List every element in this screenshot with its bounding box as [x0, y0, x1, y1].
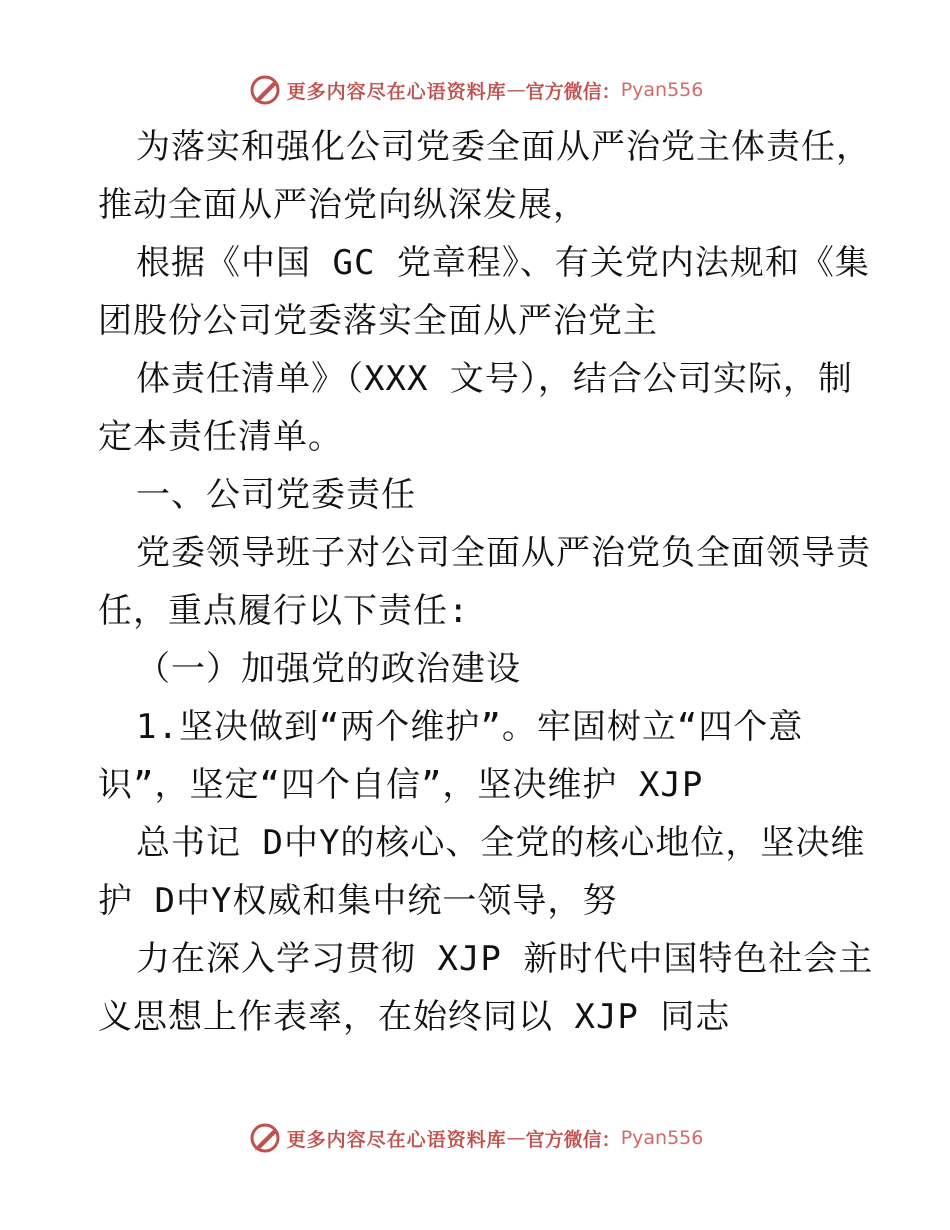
- paragraph-line: 力在深入学习贯彻 XJP 新时代中国特色社会主: [136, 939, 874, 979]
- paragraph-line: 定本责任清单。: [98, 417, 343, 457]
- pen-logo-icon: [247, 1120, 283, 1156]
- pen-logo-icon: [247, 72, 283, 108]
- watermark-brand: 更多内容尽在心语资料库: [286, 80, 507, 103]
- watermark-wechat-id: Pyan556: [620, 1127, 704, 1149]
- footer-watermark: [0, 1118, 950, 1158]
- paragraph-line: 团股份公司党委落实全面从严治党主: [98, 301, 658, 341]
- paragraph-line: 体责任清单》（XXX 文号），结合公司实际，制: [136, 359, 853, 399]
- paragraph-line: 为落实和强化公司党委全面从严治党主体责任，: [136, 127, 871, 167]
- watermark-separator: —: [506, 1127, 526, 1149]
- paragraph-line: 根据《中国 GC 党章程》、有关党内法规和《集: [136, 243, 870, 283]
- watermark-separator: —: [506, 79, 526, 101]
- section-heading: 一、公司党委责任: [136, 475, 416, 515]
- paragraph-line: 任，重点履行以下责任:: [98, 591, 470, 631]
- watermark-wechat-id: Pyan556: [620, 79, 704, 101]
- paragraph-line: 推动全面从严治党向纵深发展，: [98, 185, 588, 225]
- watermark-official-label: 官方微信：: [525, 1128, 621, 1151]
- header-watermark: [0, 70, 950, 110]
- paragraph-line: 护 D中Y权威和集中统一领导，努: [98, 881, 618, 921]
- paragraph-line: 识”，坚定“四个自信”，坚决维护 XJP: [98, 765, 704, 805]
- document-body: [98, 118, 874, 1046]
- watermark-official-label: 官方微信：: [525, 80, 621, 103]
- paragraph-line: 1.坚决做到“两个维护”。牢固树立“四个意: [136, 707, 804, 747]
- paragraph-line: 义思想上作表率，在始终同以 XJP 同志: [98, 997, 731, 1037]
- subsection-heading: （一）加强党的政治建设: [136, 649, 521, 689]
- watermark-brand: 更多内容尽在心语资料库: [286, 1128, 507, 1151]
- paragraph-line: 总书记 D中Y的核心、全党的核心地位，坚决维: [136, 823, 866, 863]
- paragraph-line: 党委领导班子对公司全面从严治党负全面领导责: [136, 533, 871, 573]
